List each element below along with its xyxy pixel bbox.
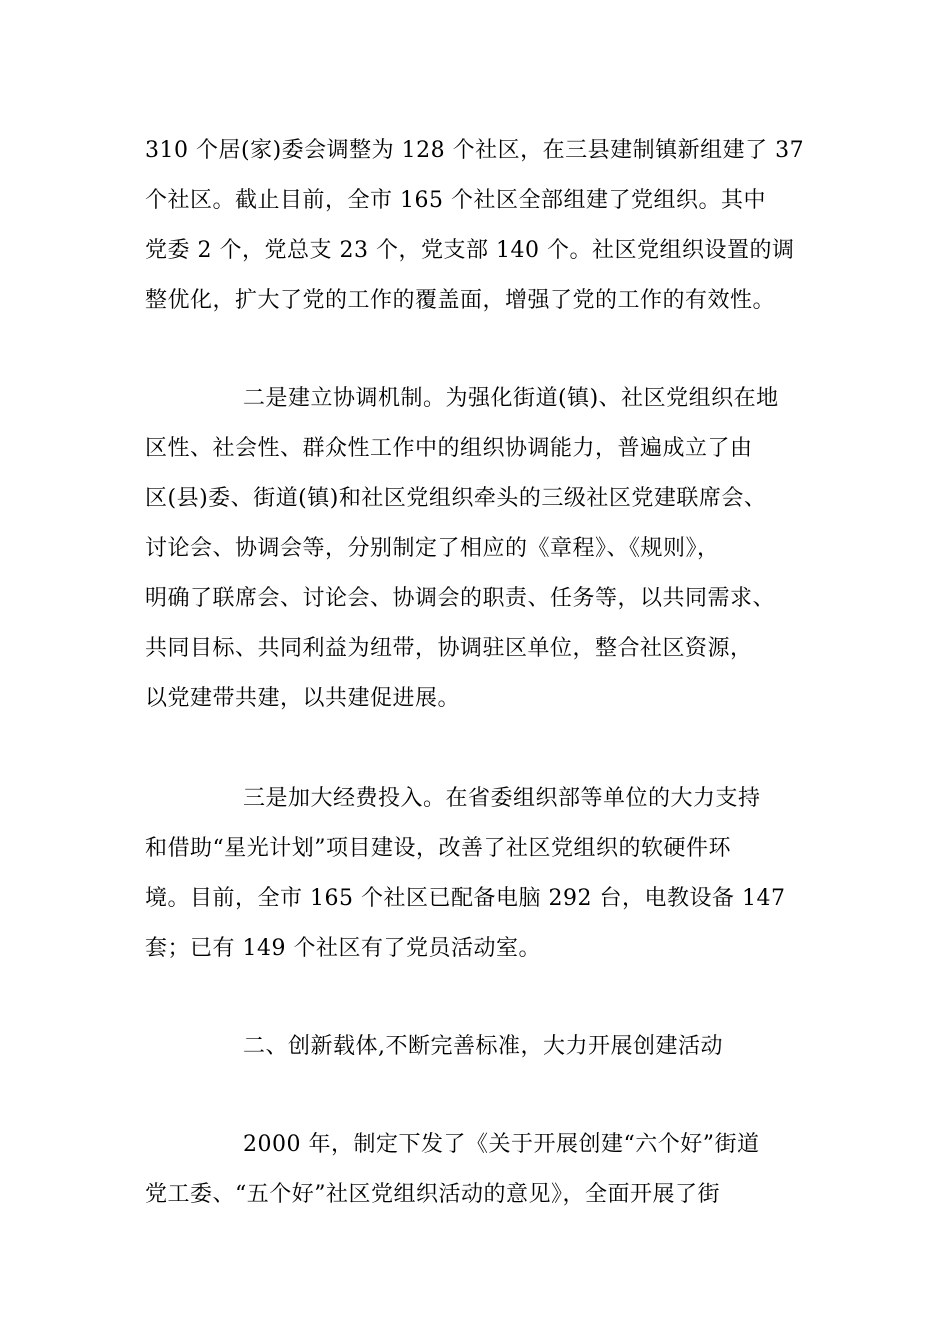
text-line: 个社区。截止目前，全市 165 个社区全部组建了党组织。其中 xyxy=(145,188,766,213)
heading-line: 二、创新载体,不断完善标准，大力开展创建活动 xyxy=(243,1034,723,1059)
text-line: 区(县)委、街道(镇)和社区党组织牵头的三级社区党建联席会、 xyxy=(145,486,767,511)
text-line: 2000 年，制定下发了《关于开展创建“六个好”街道 xyxy=(243,1132,760,1157)
text-line: 区性、社会性、群众性工作中的组织协调能力，普遍成立了由 xyxy=(145,436,753,461)
text-line: 讨论会、协调会等，分别制定了相应的《章程》、《规则》， xyxy=(145,536,720,561)
text-line: 以党建带共建，以共建促进展。 xyxy=(145,686,461,711)
text-line: 套；已有 149 个社区有了党员活动室。 xyxy=(145,936,541,961)
text-line: 和借助“星光计划”项目建设，改善了社区党组织的软硬件环 xyxy=(145,836,731,861)
text-line: 共同目标、共同利益为纽带，协调驻区单位，整合社区资源， xyxy=(145,636,753,661)
text-line: 整优化，扩大了党的工作的覆盖面，增强了党的工作的有效性。 xyxy=(145,288,776,313)
text-line: 境。目前，全市 165 个社区已配备电脑 292 台，电教设备 147 xyxy=(145,886,786,911)
text-line: 党委 2 个，党总支 23 个，党支部 140 个。社区党组织设置的调 xyxy=(145,238,795,263)
text-line: 党工委、“五个好”社区党组织活动的意见》，全面开展了街 xyxy=(145,1182,720,1207)
text-line: 310 个居(家)委会调整为 128 个社区，在三县建制镇新组建了 37 xyxy=(145,138,805,163)
text-line: 三是加大经费投入。在省委组织部等单位的大力支持 xyxy=(243,786,761,811)
text-line: 明确了联席会、讨论会、协调会的职责、任务等，以共同需求、 xyxy=(145,586,776,611)
text-line: 二是建立协调机制。为强化街道(镇)、社区党组织在地 xyxy=(243,386,779,411)
